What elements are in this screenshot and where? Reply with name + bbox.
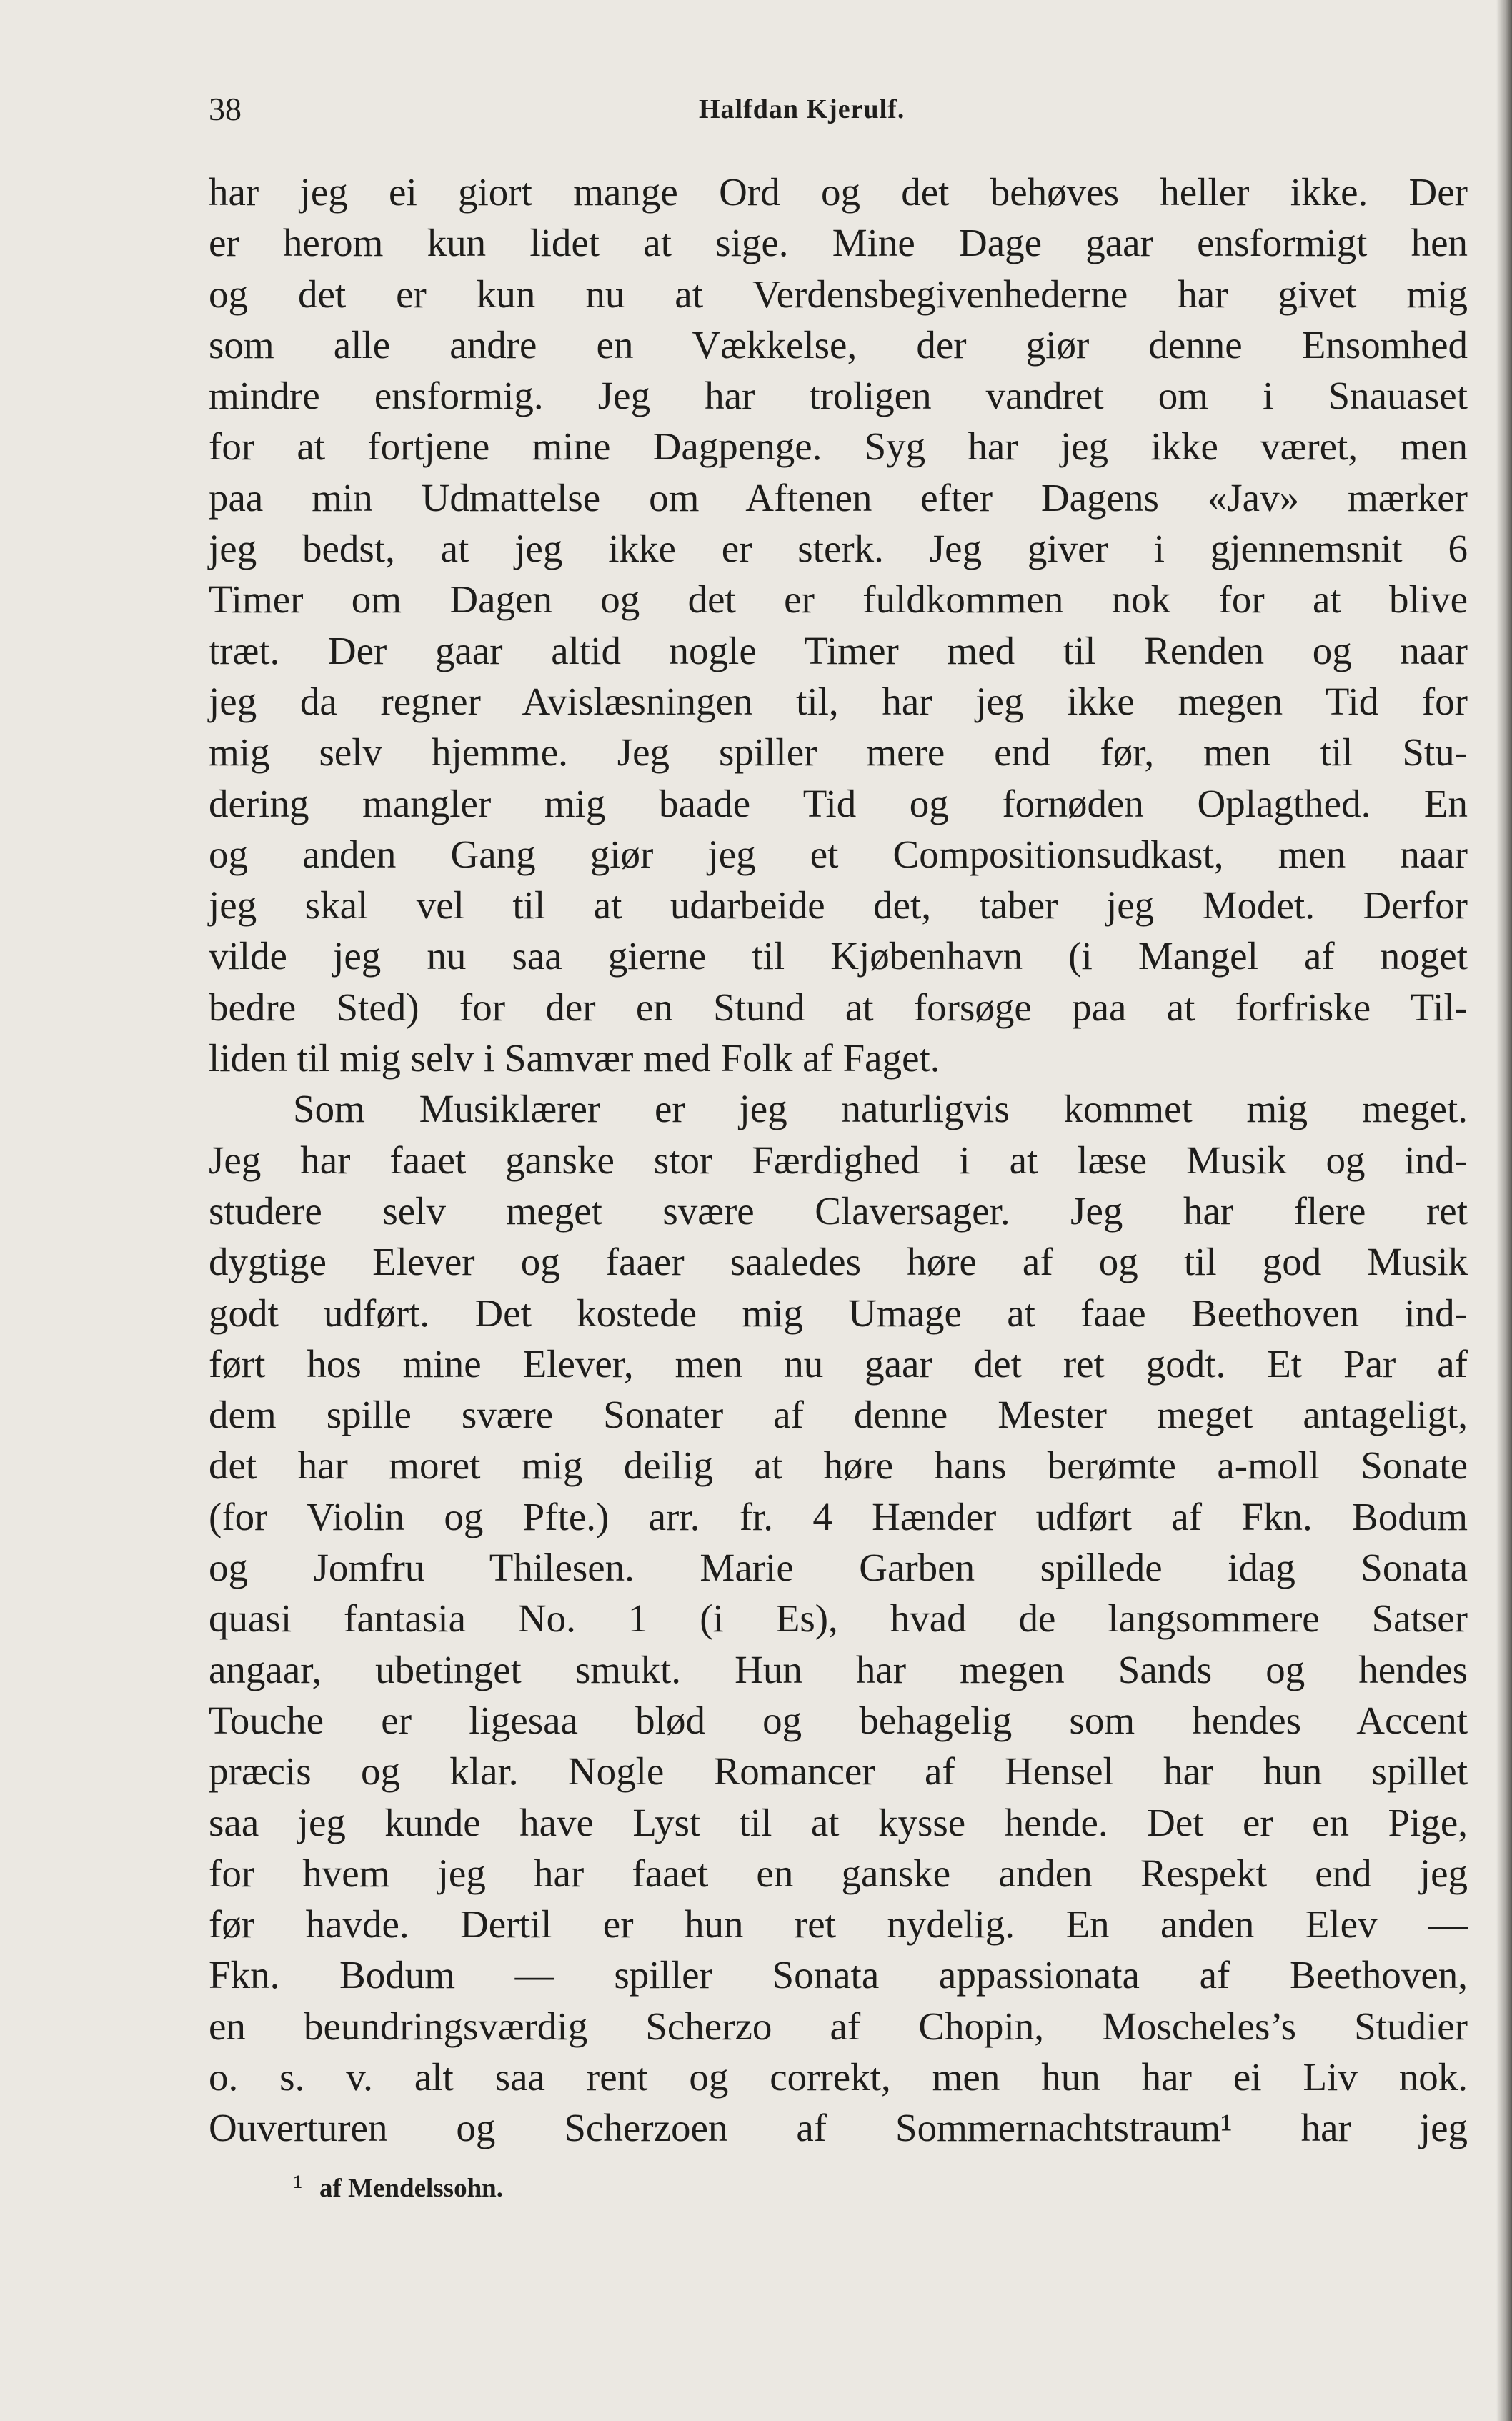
paragraph-first-line: Som Musiklærer er jeg naturligvis kommet mig meget. bbox=[293, 1087, 1468, 1131]
text-line: mig selv hjemme. Jeg spiller mere end før, men til Stu- bbox=[209, 730, 1468, 775]
text-line: Timer om Dagen og det er fuldkommen nok for at blive bbox=[209, 577, 1468, 622]
text-line: en beundringsværdig Scherzo af Chopin, Moscheles’s Studier bbox=[209, 2004, 1468, 2048]
text-line: præcis og klar. Nogle Romancer af Hensel har hun spillet bbox=[209, 1749, 1468, 1794]
text-line: og anden Gang giør jeg et Compositionsudkast, men naar bbox=[209, 832, 1468, 876]
text-line: Jeg har faaet ganske stor Færdighed i at læse Musik og ind- bbox=[209, 1138, 1468, 1182]
text-line: bedre Sted) for der en Stund at forsøge paa at forfriske Til- bbox=[209, 985, 1468, 1029]
text-line: jeg da regner Avislæsningen til, har jeg ikke megen Tid for bbox=[209, 679, 1468, 723]
text-line: godt udført. Det kostede mig Umage at faae Beethoven ind- bbox=[209, 1291, 1468, 1335]
text-line: træt. Der gaar altid nogle Timer med til Renden og naar bbox=[209, 628, 1468, 672]
page-header bbox=[209, 84, 1465, 134]
footnote-marker: 1 bbox=[293, 2172, 302, 2192]
page-number: 38 bbox=[209, 91, 242, 127]
paragraph-last-line: liden til mig selv i Samvær med Folk af Faget. bbox=[209, 1036, 940, 1080]
page-edge-shadow bbox=[1496, 0, 1512, 2421]
text-line: jeg bedst, at jeg ikke er sterk. Jeg giver i gjennemsnit 6 bbox=[209, 527, 1468, 571]
text-line: dering mangler mig baade Tid og fornøden Oplagthed. En bbox=[209, 781, 1468, 825]
text-line: ført hos mine Elever, men nu gaar det ret godt. Et Par af bbox=[209, 1341, 1468, 1386]
text-line: for at fortjene mine Dagpenge. Syg har jeg ikke været, men bbox=[209, 424, 1468, 469]
text-line: paa min Udmattelse om Aftenen efter Dagens «Jav» mærker bbox=[209, 475, 1468, 520]
text-line: studere selv meget svære Claversager. Jeg har flere ret bbox=[209, 1188, 1468, 1233]
text-line: og det er kun nu at Verdensbegivenhederne har givet mig bbox=[209, 272, 1468, 316]
text-line: vilde jeg nu saa gierne til Kjøbenhavn (i Mangel af noget bbox=[209, 934, 1468, 978]
text-line: Touche er ligesaa blød og behagelig som hendes Accent bbox=[209, 1698, 1468, 1742]
footnote bbox=[209, 2162, 1468, 2209]
running-head: Halfdan Kjerulf. bbox=[699, 94, 905, 124]
footnote-text: af Mendelssohn. bbox=[319, 2174, 503, 2203]
text-line: har jeg ei giort mange Ord og det behøves heller ikke. Der bbox=[209, 170, 1468, 214]
text-line: Fkn. Bodum — spiller Sonata appassionata af Beethoven, bbox=[209, 1953, 1468, 1997]
text-line: Ouverturen og Scherzoen af Sommernachtstraum¹ har jeg bbox=[209, 2106, 1468, 2150]
text-line: og Jomfru Thilesen. Marie Garben spillede idag Sonata bbox=[209, 1546, 1468, 1590]
text-line: for hvem jeg har faaet en ganske anden Respekt end jeg bbox=[209, 1851, 1468, 1895]
text-line: (for Violin og Pfte.) arr. fr. 4 Hænder udført af Fkn. Bodum bbox=[209, 1494, 1468, 1538]
text-line: dem spille svære Sonater af denne Mester meget antageligt, bbox=[209, 1393, 1468, 1437]
text-line: dygtige Elever og faaer saaledes høre af og til god Musik bbox=[209, 1240, 1468, 1284]
text-line: mindre ensformig. Jeg har troligen vandret om i Snauaset bbox=[209, 374, 1468, 418]
text-line: saa jeg kunde have Lyst til at kysse hende. Det er en Pige, bbox=[209, 1800, 1468, 1844]
text-line: quasi fantasia No. 1 (i Es), hvad de langsommere Satser bbox=[209, 1596, 1468, 1641]
text-line: før havde. Dertil er hun ret nydelig. En anden Elev — bbox=[209, 1902, 1468, 1947]
body-text bbox=[209, 166, 1468, 2154]
text-line: jeg skal vel til at udarbeide det, taber jeg Modet. Derfor bbox=[209, 883, 1468, 928]
text-line: som alle andre en Vækkelse, der giør denne Ensomhed bbox=[209, 322, 1468, 367]
text-line: o. s. v. alt saa rent og correkt, men hun har ei Liv nok. bbox=[209, 2054, 1468, 2099]
text-line: det har moret mig deilig at høre hans berømte a-moll Sonate bbox=[209, 1443, 1468, 1488]
text-line: er herom kun lidet at sige. Mine Dage gaar ensformigt hen bbox=[209, 221, 1468, 265]
text-line: angaar, ubetinget smukt. Hun har megen Sands og hendes bbox=[209, 1647, 1468, 1691]
